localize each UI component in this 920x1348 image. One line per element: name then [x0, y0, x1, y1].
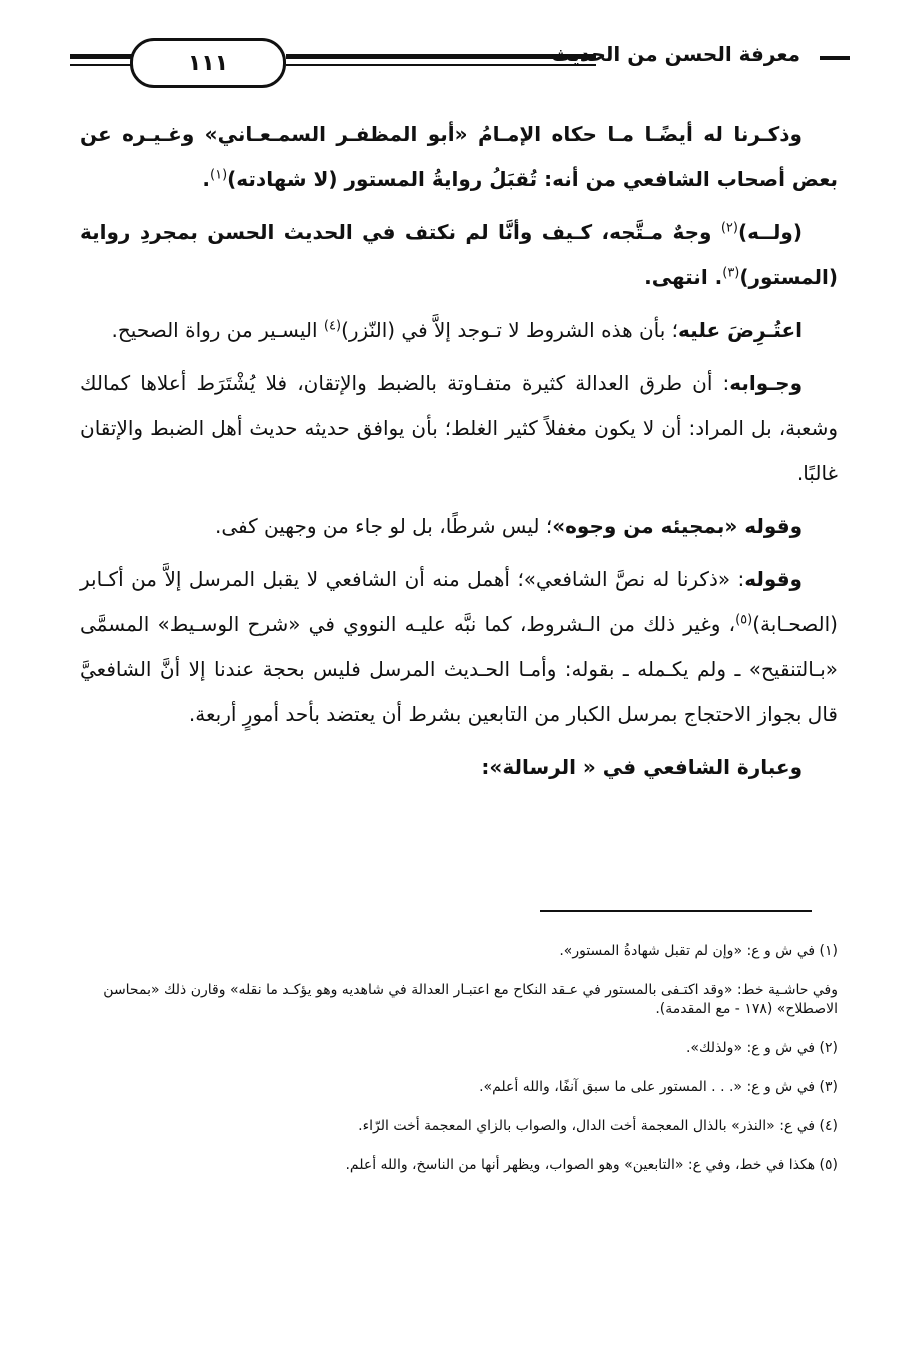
paragraph-3-end: اليسـير من رواة الصحيح.	[111, 318, 324, 342]
paragraph-2-start: (ولــه)	[737, 220, 802, 244]
running-title: معرفة الحسن من الحديث	[551, 42, 800, 66]
paragraph-4-text: : أن طرق العدالة كثيرة متفـاوتة بالضبط والإتقان، فلا يُشْتَرَط أعلاها كمالك وشعبة، بل المراد: أن لا يكون مغفلاً كثير الغلط؛ بأن يوافق حديثه حديث أهل الضبط والإتقان غالبًا.	[80, 371, 838, 485]
paragraph-6-text: : «ذكرنا له نصَّ الشافعي»؛ أهمل منه أن الشافعي لا يقبل المرسل إلاَّ من أكـابر (الصحـابة)	[80, 567, 838, 636]
footnote-ref-4: (٤)	[323, 318, 342, 334]
footnote-1-note: وفي حاشـية خط: «وقد اكتـفى بالمستور في عـقد النكاح مع اعتبـار العدالة في شاهديه وهو يؤكـد ما نقله» وقارن ذلك «بمحاسن الاصطلاح» (١٧٨ - مع المقدمة).	[103, 982, 838, 1017]
footnote-5: (٥) هكذا في خط، وفي ع: «التابعين» وهو الصواب، ويظهر أنها من الناسخ، والله أعلم.	[345, 1157, 838, 1173]
paragraph-6-end: ، وغير ذلك من الـشروط، كما نبَّه عليـه النووي في «شرح الوسـيط» المسمَّى «بـالتنقيح» ـ ولم يكـمله ـ بقوله: وأمـا الحـديث المرسل فليس بحجة عندنا إلا أنَّ الشافعيَّ قال بجواز الاحتجاج بمرسل الكبار من التابعين بشرط أن يعتضد بأحد أمورٍ أربعة.	[80, 612, 838, 726]
footnote-4: (٤) في ع: «النذر» بالذال المعجمة أخت الدال، والصواب بالزاي المعجمة أخت الرّاء.	[358, 1118, 838, 1134]
footnote-ref-3: (٣)	[722, 265, 740, 281]
header-rule-right-thin	[286, 64, 596, 66]
paragraph-1	[80, 112, 838, 202]
footnote-1: (١) في ش و ع: «وإن لم تقبل شهادةُ المستور».	[559, 943, 838, 959]
header-rule-right	[286, 54, 596, 59]
paragraph-5	[80, 504, 838, 549]
paragraph-2-end: . انتهى.	[644, 265, 723, 289]
paragraph-5-label: وقوله «بمجيئه من وجوه»	[552, 514, 802, 538]
paragraph-2	[80, 210, 838, 300]
paragraph-5-text: ؛ ليس شرطًا، بل لو جاء من وجهين كفى.	[214, 514, 553, 538]
footnote-3: (٣) في ش و ع: «. . . المستور على ما سبق آنفًا، والله أعلم».	[479, 1079, 838, 1095]
page-number: ١١١	[130, 38, 286, 88]
footnote-ref-2: (٢)	[720, 220, 738, 236]
paragraph-1-end: .	[202, 167, 211, 191]
footnote-ref-5: (٥)	[735, 612, 753, 628]
paragraph-6-label: وقوله	[744, 567, 802, 591]
paragraph-4	[80, 361, 838, 496]
objection-label: اعتُـرِضَ عليه	[678, 318, 802, 342]
footnote-2: (٢) في ش و ع: «ولذلك».	[685, 1040, 838, 1056]
main-text	[80, 112, 838, 798]
footnotes	[80, 942, 838, 1195]
title-dash	[820, 56, 850, 60]
paragraph-6	[80, 557, 838, 737]
paragraph-7: وعبارة الشافعي في « الرسالة»:	[481, 755, 802, 779]
footnote-separator	[540, 910, 812, 912]
paragraph-1-text: وذكـرنا له أيضًـا مـا حكاه الإمـامُ «أبو المظفـر السمـعـاني» وغـيـره عن بعض أصحاب الشافعي من أنه: تُقبَلُ روايةُ المستور (لا شهادته)	[80, 122, 838, 191]
footnote-ref-1: (١)	[210, 167, 228, 183]
paragraph-2-text: وجهٌ مـتَّجه، كـيف وأنَّا لم نكتف في الحديث الحسن بمجردِ رواية (المستور)	[80, 220, 838, 289]
answer-label: وجـوابه	[729, 371, 802, 395]
page-header	[70, 30, 850, 90]
paragraph-3	[80, 308, 838, 353]
paragraph-3-text: ؛ بأن هذه الشروط لا تـوجد إلاَّ في (النّزر)	[341, 318, 679, 342]
